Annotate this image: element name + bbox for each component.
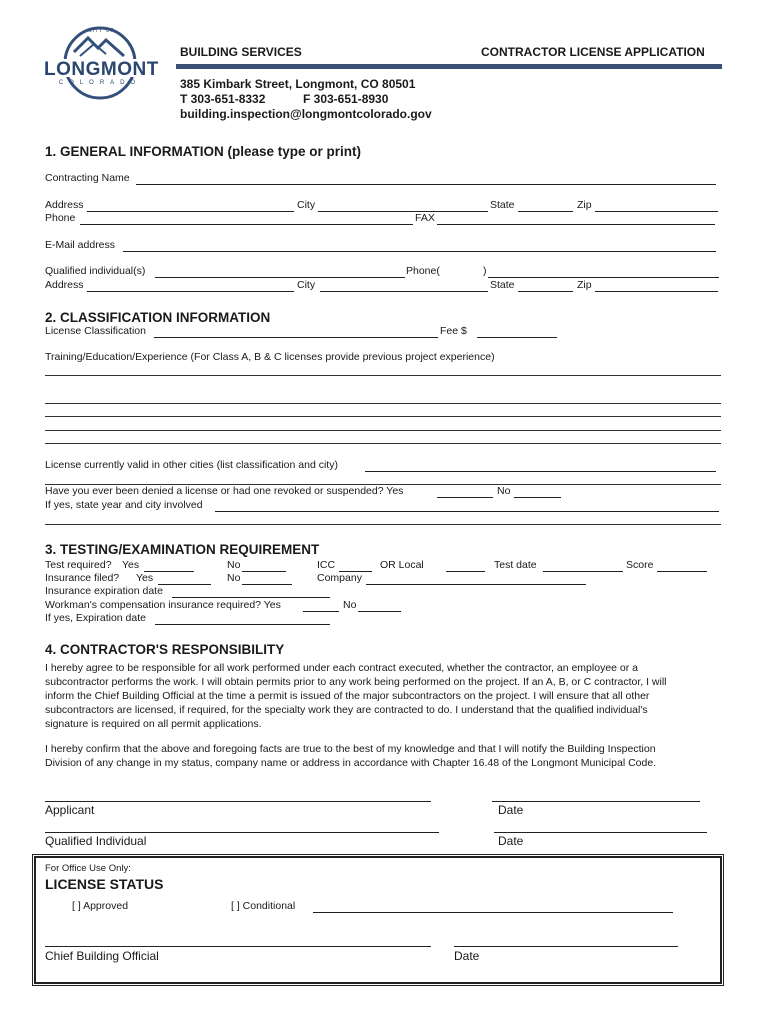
- company-field[interactable]: [366, 584, 586, 585]
- training-line[interactable]: [45, 416, 721, 417]
- applicant-date-line[interactable]: [492, 801, 700, 802]
- cbo-date-line[interactable]: [454, 946, 678, 947]
- state2-label: State: [490, 279, 515, 291]
- qualified-date-label: Date: [498, 834, 524, 848]
- ins-yes-label: Yes: [136, 572, 154, 584]
- contracting-name-label: Contracting Name: [45, 172, 130, 184]
- if-yes-exp-label: If yes, Expiration date: [45, 612, 146, 624]
- paragraph-line: subcontractors are licensed, if required, for the specialty work they are contracted to do. I understand that the qualified individual's: [45, 704, 648, 716]
- state2-field[interactable]: [518, 291, 573, 292]
- training-label: Training/Education/Experience (For Class A, B & C licenses provide previous project experience): [45, 351, 495, 363]
- paragraph-line: signature is required on all permit applications.: [45, 718, 262, 730]
- section3-title: 3. TESTING/EXAMINATION REQUIREMENT: [45, 542, 320, 557]
- fax-field[interactable]: [437, 224, 715, 225]
- test-required-label: Test required?: [45, 559, 112, 571]
- address-label: Address: [45, 199, 84, 211]
- license-class-field[interactable]: [154, 337, 438, 338]
- insurance-filed-label: Insurance filed?: [45, 572, 120, 584]
- city-label: City: [297, 199, 316, 211]
- denied-yes-field[interactable]: [437, 497, 493, 498]
- icc-label: ICC: [317, 559, 336, 571]
- qualified-signature-line[interactable]: [45, 832, 439, 833]
- logo-name: LONGMONT: [44, 59, 159, 80]
- paragraph-line: inform the Chief Building Official at the time a permit is issued of the major subcontractors on the project. I will ensure that all other: [45, 690, 650, 702]
- valid-field[interactable]: [365, 471, 716, 472]
- test-no-label: No: [227, 559, 241, 571]
- header-phone: T 303-651-8332: [180, 92, 266, 106]
- conditional-field[interactable]: [313, 912, 673, 913]
- city-logo: [44, 26, 159, 100]
- cbo-label: Chief Building Official: [45, 949, 159, 963]
- email-field[interactable]: [123, 251, 716, 252]
- local-field[interactable]: [446, 571, 485, 572]
- phone-label: Phone: [45, 212, 76, 224]
- paragraph-line: I hereby agree to be responsible for all work performed under each contract executed, whether the contractor, an employee or a: [45, 662, 639, 674]
- applicant-label: Applicant: [45, 803, 95, 817]
- workmans-label: Workman's compensation insurance required? Yes: [45, 599, 281, 611]
- workmans-yes-field[interactable]: [303, 611, 339, 612]
- workmans-no-label: No: [343, 599, 357, 611]
- fax-label: FAX: [415, 212, 435, 224]
- city2-label: City: [297, 279, 316, 291]
- approved-checkbox[interactable]: [ ] Approved: [72, 900, 129, 912]
- qualified-date-line[interactable]: [494, 832, 707, 833]
- score-field[interactable]: [657, 571, 707, 572]
- city-field[interactable]: [318, 211, 488, 212]
- state-label: State: [490, 199, 515, 211]
- ins-yes-field[interactable]: [158, 584, 211, 585]
- logo-colorado: COLORADO: [58, 80, 142, 86]
- address2-label: Address: [45, 279, 84, 291]
- training-line[interactable]: [45, 443, 721, 444]
- denied-no-field[interactable]: [514, 497, 561, 498]
- training-line[interactable]: [45, 430, 721, 431]
- denied-label: Have you ever been denied a license or had one revoked or suspended? Yes: [45, 485, 404, 497]
- header-fax: F 303-651-8930: [303, 92, 389, 106]
- company-label: Company: [317, 572, 362, 584]
- applicant-signature-line[interactable]: [45, 801, 431, 802]
- address-field[interactable]: [87, 211, 294, 212]
- responsibility-paragraph: [45, 661, 667, 731]
- qualified-field[interactable]: [155, 277, 405, 278]
- score-label: Score: [626, 559, 654, 571]
- expiration-field[interactable]: [172, 597, 330, 598]
- training-line[interactable]: [45, 403, 721, 404]
- q-phone-label: Phone(: [406, 265, 440, 277]
- zip2-label: Zip: [577, 279, 592, 291]
- ins-no-label: No: [227, 572, 241, 584]
- license-class-label: License Classification: [45, 325, 146, 337]
- if-yes-field[interactable]: [215, 511, 719, 512]
- if-yes-label: If yes, state year and city involved: [45, 499, 203, 511]
- city2-field[interactable]: [320, 291, 488, 292]
- header-form-title: CONTRACTOR LICENSE APPLICATION: [481, 45, 705, 59]
- phone-field[interactable]: [80, 224, 413, 225]
- or-local-label: OR Local: [380, 559, 424, 571]
- paragraph-line: Division of any change in my status, company name or address in accordance with Chapter 16.48 of the Longmont Municipal Code.: [45, 757, 657, 769]
- test-date-label: Test date: [494, 559, 537, 571]
- cbo-date-label: Date: [454, 949, 480, 963]
- state-field[interactable]: [518, 211, 573, 212]
- logo-city-of: CITY OF: [88, 28, 115, 34]
- section1-title: 1. GENERAL INFORMATION (please type or print): [45, 144, 362, 159]
- section4-title: 4. CONTRACTOR'S RESPONSIBILITY: [45, 642, 285, 657]
- conditional-checkbox[interactable]: [ ] Conditional: [231, 900, 296, 912]
- q-phone-paren: ): [483, 265, 487, 277]
- license-status-title: LICENSE STATUS: [45, 876, 164, 892]
- test-yes-label: Yes: [122, 559, 140, 571]
- section2-title: 2. CLASSIFICATION INFORMATION: [45, 310, 271, 325]
- ins-no-field[interactable]: [242, 584, 292, 585]
- office-use-box: [34, 856, 722, 984]
- zip-label: Zip: [577, 199, 592, 211]
- test-date-field[interactable]: [543, 571, 623, 572]
- fee-field[interactable]: [477, 337, 557, 338]
- training-line[interactable]: [45, 375, 721, 376]
- if-yes-exp-field[interactable]: [155, 624, 330, 625]
- applicant-date-label: Date: [498, 803, 524, 817]
- header-address: 385 Kimbark Street, Longmont, CO 80501: [180, 77, 416, 91]
- office-use-label: For Office Use Only:: [45, 863, 131, 874]
- expiration-label: Insurance expiration date: [45, 585, 163, 597]
- paragraph-line: subcontractor performs the work. I will obtain permits prior to any work being performed on the project. If an A, B, or C contractor, I will: [45, 676, 667, 688]
- contracting-name-field[interactable]: [136, 184, 716, 185]
- test-no-field[interactable]: [242, 571, 286, 572]
- header-email: building.inspection@longmontcolorado.gov: [180, 107, 432, 121]
- valid-label: License currently valid in other cities (list classification and city): [45, 459, 338, 471]
- zip2-field[interactable]: [595, 291, 718, 292]
- paragraph-line: I hereby confirm that the above and foregoing facts are true to the best of my knowledge and that I will notify the Building Inspection: [45, 743, 656, 755]
- if-yes-line[interactable]: [45, 524, 721, 525]
- zip-field[interactable]: [595, 211, 718, 212]
- header-rule: [176, 64, 722, 69]
- header-dept: BUILDING SERVICES: [180, 45, 302, 59]
- denied-no-label: No: [497, 485, 511, 497]
- cbo-signature-line[interactable]: [45, 946, 431, 947]
- confirmation-paragraph: [45, 742, 656, 770]
- fee-label: Fee $: [440, 325, 467, 337]
- q-phone-field[interactable]: [488, 277, 719, 278]
- qualified-label: Qualified individual(s): [45, 265, 146, 277]
- workmans-no-field[interactable]: [358, 611, 401, 612]
- qualified-individual-label: Qualified Individual: [45, 834, 147, 848]
- email-label: E-Mail address: [45, 239, 116, 251]
- address2-field[interactable]: [87, 291, 294, 292]
